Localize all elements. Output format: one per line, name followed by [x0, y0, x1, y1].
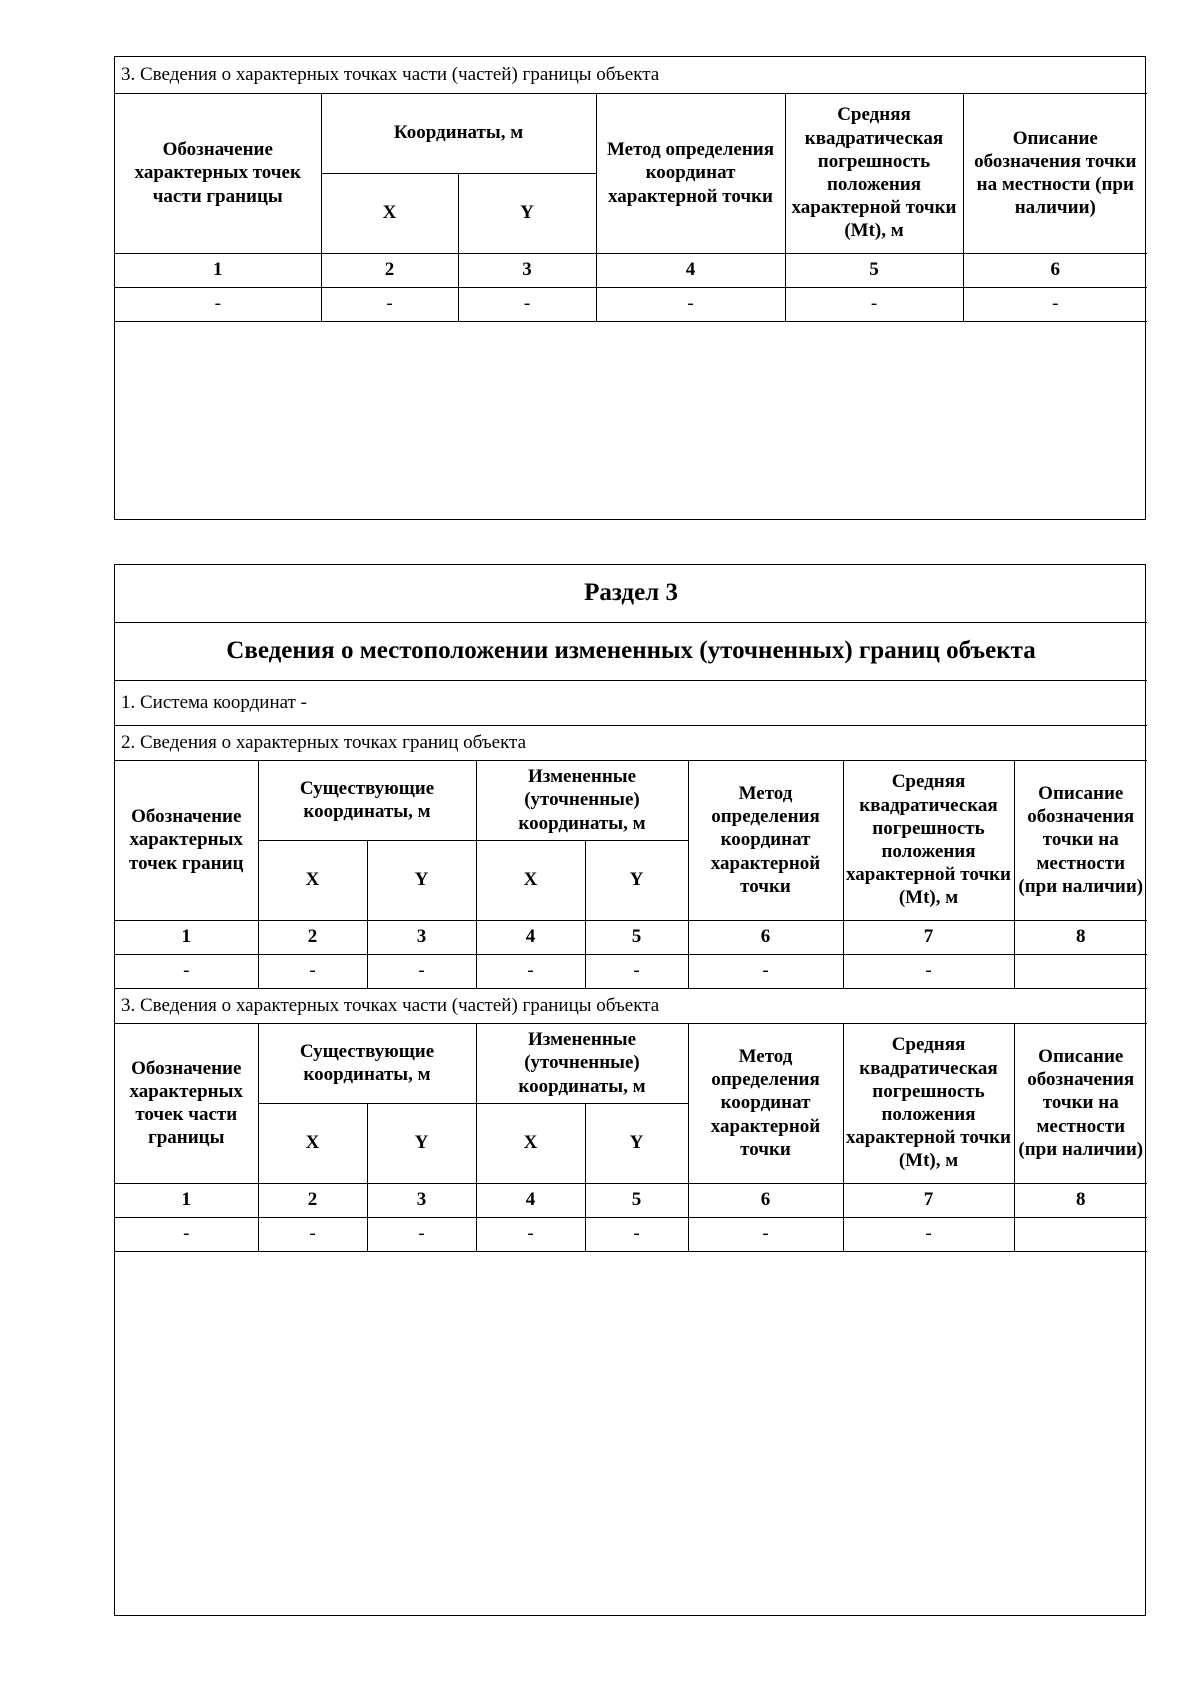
header-x: X — [476, 1103, 585, 1183]
header-method: Метод определения координат характерной точки — [688, 760, 843, 920]
column-number: 5 — [785, 253, 963, 287]
table-cell: - — [258, 954, 367, 988]
header-y: Y — [367, 840, 476, 920]
table-cell: - — [476, 1217, 585, 1251]
column-number: 7 — [843, 1183, 1014, 1217]
header-description: Описание обозначения точки на местности (при наличии) — [963, 93, 1147, 253]
header-y: Y — [458, 173, 596, 253]
column-number: 3 — [458, 253, 596, 287]
table-cell: - — [458, 287, 596, 321]
column-number: 4 — [596, 253, 785, 287]
table-cell: - — [585, 1217, 688, 1251]
table-cell: - — [585, 954, 688, 988]
column-number: 8 — [1014, 920, 1147, 954]
header-designation: Обозначение характерных точек части границы — [115, 1023, 258, 1183]
header-designation: Обозначение характерных точек границ — [115, 760, 258, 920]
header-coordinates: Координаты, м — [321, 93, 596, 173]
table-cell: - — [115, 287, 321, 321]
header-y: Y — [585, 1103, 688, 1183]
table-cell — [1014, 954, 1147, 988]
header-method: Метод определения координат характерной точки — [688, 1023, 843, 1183]
header-changed-coordinates: Измененные (уточненные) координаты, м — [476, 760, 688, 840]
coordinate-system: 1. Система координат - — [115, 680, 1147, 725]
table-cell: - — [476, 954, 585, 988]
part3-caption: 3. Сведения о характерных точках части (частей) границы объекта — [115, 988, 1147, 1023]
column-number: 8 — [1014, 1183, 1147, 1217]
column-number: 3 — [367, 1183, 476, 1217]
table-caption: 3. Сведения о характерных точках части (частей) границы объекта — [115, 57, 1147, 93]
section-subtitle: Сведения о местоположении измененных (уточненных) границ объекта — [115, 622, 1147, 680]
table-cell — [1014, 1217, 1147, 1251]
column-number: 4 — [476, 920, 585, 954]
column-number: 5 — [585, 920, 688, 954]
header-x: X — [258, 840, 367, 920]
column-number: 2 — [321, 253, 458, 287]
table-cell: - — [963, 287, 1147, 321]
header-changed-coordinates: Измененные (уточненные) координаты, м — [476, 1023, 688, 1103]
column-number: 6 — [688, 1183, 843, 1217]
top-section-block — [114, 56, 1146, 520]
table-cell: - — [367, 954, 476, 988]
table-cell: - — [321, 287, 458, 321]
table-cell: - — [688, 954, 843, 988]
part-points-table-top — [115, 57, 1147, 322]
header-y: Y — [585, 840, 688, 920]
header-existing-coordinates: Существующие координаты, м — [258, 760, 476, 840]
header-x: X — [321, 173, 458, 253]
header-error: Средняя квадратическая погрешность положения характерной точки (Mt), м — [843, 1023, 1014, 1183]
column-number: 1 — [115, 253, 321, 287]
section-title: Раздел 3 — [115, 565, 1147, 622]
column-number: 5 — [585, 1183, 688, 1217]
column-number: 2 — [258, 920, 367, 954]
table-cell: - — [688, 1217, 843, 1251]
section-3-block — [114, 564, 1146, 1616]
header-method: Метод определения координат характерной точки — [596, 93, 785, 253]
header-designation: Обозначение характерных точек части границы — [115, 93, 321, 253]
table-cell: - — [367, 1217, 476, 1251]
column-number: 4 — [476, 1183, 585, 1217]
header-x: X — [476, 840, 585, 920]
header-description: Описание обозначения точки на местности (при наличии) — [1014, 1023, 1147, 1183]
header-error: Средняя квадратическая погрешность положения характерной точки (Mt), м — [785, 93, 963, 253]
table-cell: - — [596, 287, 785, 321]
table-cell: - — [115, 954, 258, 988]
header-existing-coordinates: Существующие координаты, м — [258, 1023, 476, 1103]
part2-caption: 2. Сведения о характерных точках границ объекта — [115, 725, 1147, 760]
header-x: X — [258, 1103, 367, 1183]
table-cell: - — [785, 287, 963, 321]
column-number: 6 — [688, 920, 843, 954]
table-cell: - — [115, 1217, 258, 1251]
table-cell: - — [843, 1217, 1014, 1251]
column-number: 3 — [367, 920, 476, 954]
section-3-table — [115, 565, 1147, 1252]
column-number: 1 — [115, 1183, 258, 1217]
column-number: 1 — [115, 920, 258, 954]
table-cell: - — [843, 954, 1014, 988]
column-number: 6 — [963, 253, 1147, 287]
table-cell: - — [258, 1217, 367, 1251]
column-number: 2 — [258, 1183, 367, 1217]
header-description: Описание обозначения точки на местности (при наличии) — [1014, 760, 1147, 920]
header-error: Средняя квадратическая погрешность положения характерной точки (Mt), м — [843, 760, 1014, 920]
column-number: 7 — [843, 920, 1014, 954]
header-y: Y — [367, 1103, 476, 1183]
